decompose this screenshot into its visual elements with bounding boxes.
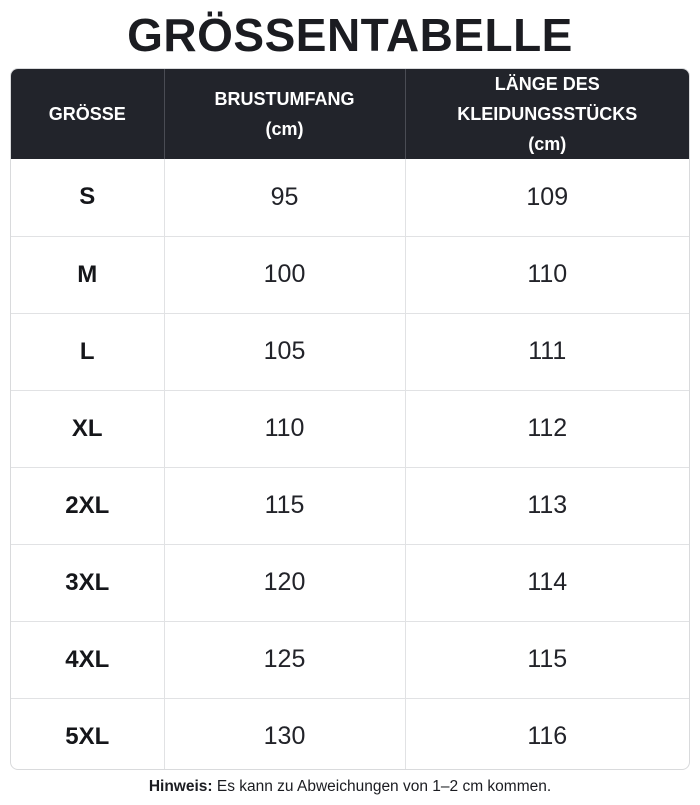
chest-cell: 110 bbox=[164, 390, 405, 467]
chest-cell: 105 bbox=[164, 313, 405, 390]
header-row bbox=[11, 69, 689, 159]
size-table-container bbox=[10, 68, 690, 770]
size-cell: 3XL bbox=[11, 544, 164, 621]
size-cell: 4XL bbox=[11, 621, 164, 698]
size-cell: M bbox=[11, 236, 164, 313]
size-cell: L bbox=[11, 313, 164, 390]
chest-cell: 125 bbox=[164, 621, 405, 698]
footnote-label: Hinweis: bbox=[148, 778, 213, 795]
table-header bbox=[11, 69, 689, 159]
header-chest-unit: (cm) bbox=[265, 119, 304, 139]
table-row bbox=[11, 544, 689, 621]
size-cell: S bbox=[11, 159, 164, 236]
table-row bbox=[11, 159, 689, 236]
size-cell: 2XL bbox=[11, 467, 164, 544]
chest-cell: 130 bbox=[164, 698, 405, 770]
header-length bbox=[405, 69, 689, 159]
length-cell: 112 bbox=[405, 390, 689, 467]
footnote-text: Es kann zu Abweichungen von 1–2 cm kommen. bbox=[216, 778, 552, 795]
chest-cell: 115 bbox=[164, 467, 405, 544]
chest-cell: 95 bbox=[164, 159, 405, 236]
header-size bbox=[11, 69, 164, 159]
length-cell: 110 bbox=[405, 236, 689, 313]
chest-cell: 100 bbox=[164, 236, 405, 313]
length-cell: 111 bbox=[405, 313, 689, 390]
table-row bbox=[11, 313, 689, 390]
size-table bbox=[11, 69, 689, 770]
table-row bbox=[11, 390, 689, 467]
length-cell: 116 bbox=[405, 698, 689, 770]
header-chest bbox=[164, 69, 405, 159]
size-cell: XL bbox=[11, 390, 164, 467]
header-size-label: GRÖSSE bbox=[48, 104, 126, 124]
header-length-label: LÄNGE DES KLEIDUNGSSTÜCKS bbox=[457, 74, 638, 124]
table-row bbox=[11, 621, 689, 698]
footnote bbox=[0, 778, 700, 796]
table-body bbox=[11, 159, 689, 770]
length-cell: 114 bbox=[405, 544, 689, 621]
table-row bbox=[11, 698, 689, 770]
page-title: GRÖSSENTABELLE bbox=[127, 9, 573, 61]
length-cell: 113 bbox=[405, 467, 689, 544]
table-row bbox=[11, 236, 689, 313]
header-chest-label: BRUSTUMFANG bbox=[214, 89, 355, 109]
size-cell: 5XL bbox=[11, 698, 164, 770]
length-cell: 115 bbox=[405, 621, 689, 698]
chest-cell: 120 bbox=[164, 544, 405, 621]
length-cell: 109 bbox=[526, 182, 569, 211]
header-length-unit: (cm) bbox=[528, 134, 567, 154]
table-row bbox=[11, 467, 689, 544]
